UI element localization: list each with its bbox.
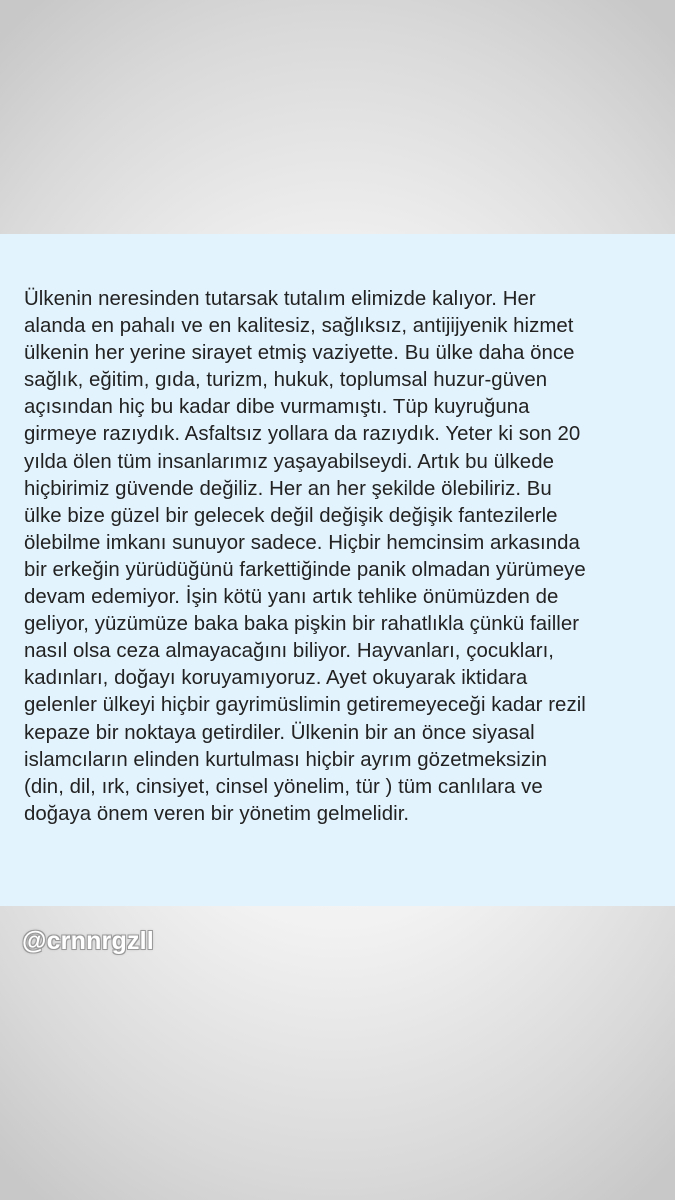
text-line: ülkenin her yerine sirayet etmiş vaziyette. Bu ülke daha önce — [24, 342, 575, 365]
text-line: hiçbirimiz güvende değiliz. Her an her şekilde ölebiliriz. Bu — [24, 477, 552, 500]
text-line: (din, dil, ırk, cinsiyet, cinsel yönelim, tür ) tüm canlılara ve — [24, 775, 543, 798]
text-card — [0, 234, 675, 906]
text-line: alanda en pahalı ve en kalitesiz, sağlıksız, antijijyenik hizmet — [24, 315, 574, 338]
text-line: Ülkenin neresinden tutarsak tutalım elimizde kalıyor. Her — [24, 288, 536, 310]
text-line: kepaze bir noktaya getirdiler. Ülkenin bir an önce siyasal — [24, 721, 535, 744]
text-line: geliyor, yüzümüze baka baka pişkin bir rahatlıkla çünkü failler — [24, 613, 580, 636]
text-line: açısından hiç bu kadar dibe vurmamıştı. Tüp kuyruğuna — [24, 396, 530, 419]
text-line: sağlık, eğitim, gıda, turizm, hukuk, toplumsal huzur-güven — [24, 369, 548, 392]
username-mention[interactable]: @crnnrgzll — [22, 927, 154, 955]
text-line: ülke bize güzel bir gelecek değil değişik değişik fantezilerle — [24, 504, 558, 527]
text-line: yılda ölen tüm insanlarımız yaşayabilseydi. Artık bu ülkede — [24, 450, 554, 473]
text-line: nasıl olsa ceza almayacağını biliyor. Hayvanları, çocukları, — [24, 640, 554, 663]
text-line: kadınları, doğayı koruyamıyoruz. Ayet okuyarak iktidara — [24, 667, 528, 690]
text-line: islamcıların elinden kurtulması hiçbir ayrım gözetmeksizin — [24, 748, 548, 771]
text-line: doğaya önem veren bir yönetim gelmelidir. — [24, 802, 410, 825]
post-text — [24, 286, 651, 828]
text-line: girmeye razıydık. Asfaltsız yollara da razıydık. Yeter ki son 20 — [24, 423, 581, 446]
text-line: ölebilme imkanı sunuyor sadece. Hiçbir hemcinsim arkasında — [24, 531, 580, 554]
text-line: bir erkeğin yürüdüğünü farkettiğinde panik olmadan yürümeye — [24, 558, 586, 581]
text-line: devam edemiyor. İşin kötü yanı artık tehlike önümüzden de — [24, 586, 559, 609]
text-line: gelenler ülkeyi hiçbir gayrimüslimin getiremeyeceği kadar rezil — [24, 694, 586, 717]
